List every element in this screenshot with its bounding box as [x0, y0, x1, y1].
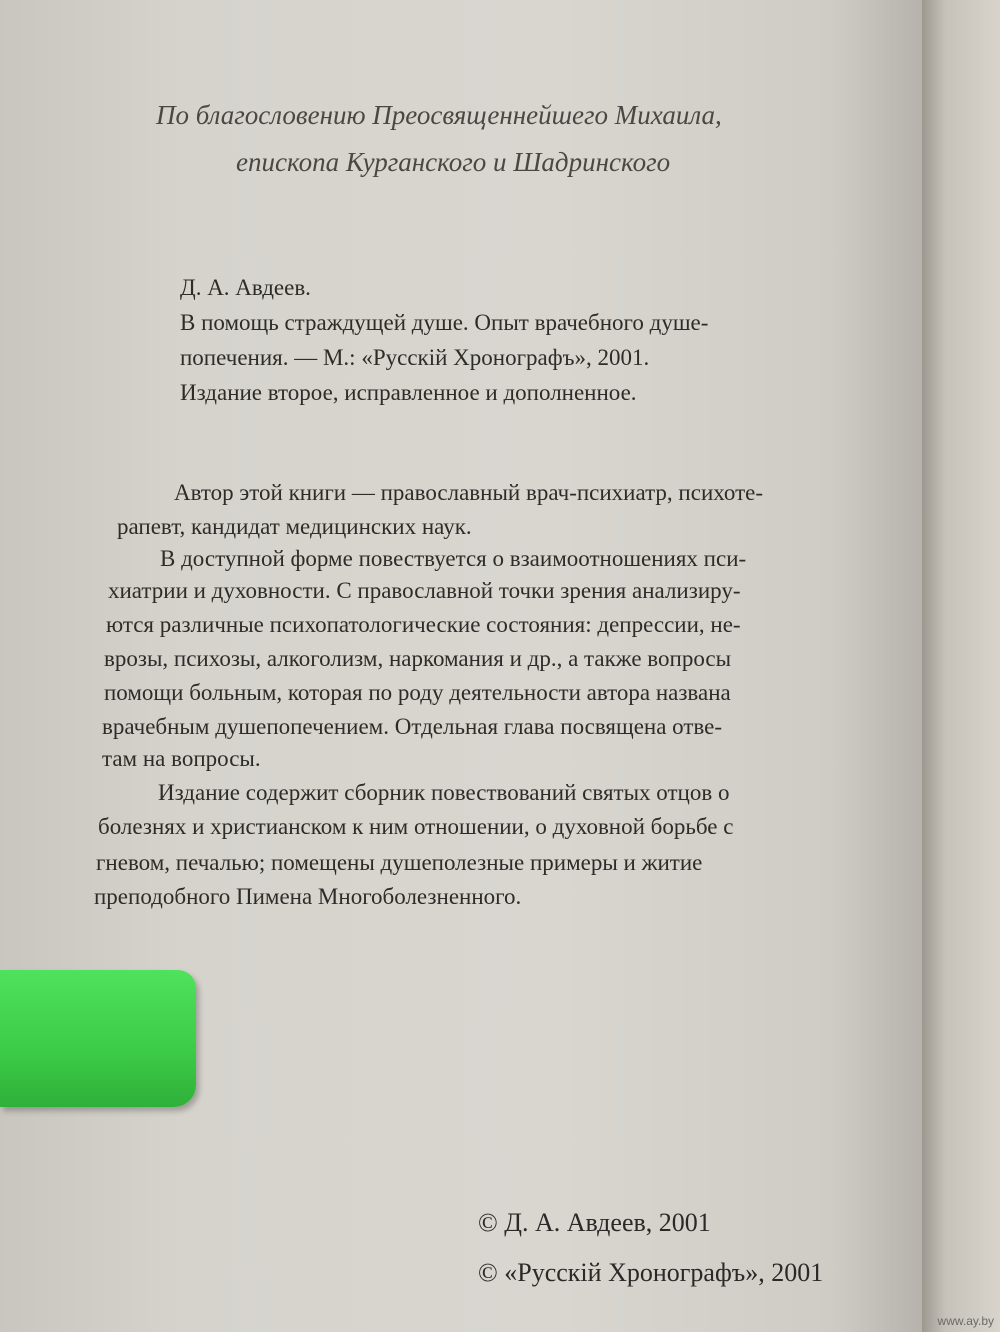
- copyright-author: © Д. А. Авдеев, 2001: [478, 1208, 711, 1237]
- annotation-line: рапевт, кандидат медицинских наук.: [117, 514, 472, 539]
- blessing-line-1: По благословению Преосвященнейшего Михаила,: [156, 100, 722, 130]
- annotation-line: преподобного Пимена Многоболезненного.: [94, 884, 522, 909]
- green-bookmark: [0, 970, 196, 1107]
- copyright-publisher: © «Русскiй Хронографъ», 2001: [478, 1258, 824, 1287]
- bibliography-title-line-2: попечения. — М.: «Русскiй Хронографъ», 2001.: [180, 345, 650, 370]
- bibliography-title-line-1: В помощь страждущей душе. Опыт врачебного душе-: [180, 310, 709, 335]
- bibliography-author: Д. А. Авдеев.: [180, 275, 311, 300]
- watermark: www.ay.by: [937, 1314, 994, 1328]
- annotation-line: помощи больным, которая по роду деятельности автора названа: [104, 680, 731, 705]
- page-edge: [922, 0, 1000, 1332]
- annotation-line: там на вопросы.: [102, 746, 261, 771]
- annotation-line: врозы, психозы, алкоголизм, наркомания и др., а также вопросы: [104, 646, 732, 671]
- annotation-line: Автор этой книги — православный врач-психиатр, психоте-: [174, 480, 763, 505]
- blessing-line-2: епископа Курганского и Шадринского: [236, 147, 671, 177]
- annotation-line: болезнях и христианском к ним отношении, о духовной борьбе с: [98, 814, 734, 839]
- annotation-line: хиатрии и духовности. С православной точки зрения анализиру-: [108, 578, 741, 603]
- bibliography-edition: Издание второе, исправленное и дополненное.: [180, 380, 637, 405]
- annotation-line: гневом, печалью; помещены душеполезные примеры и житие: [96, 850, 703, 875]
- annotation-line: ются различные психопатологические состояния: депрессии, не-: [106, 612, 741, 637]
- annotation-line: врачебным душепопечением. Отдельная глава посвящена отве-: [102, 714, 723, 739]
- annotation-line: В доступной форме повествуется о взаимоотношениях пси-: [160, 546, 747, 571]
- annotation-line: Издание содержит сборник повествований святых отцов о: [158, 780, 730, 805]
